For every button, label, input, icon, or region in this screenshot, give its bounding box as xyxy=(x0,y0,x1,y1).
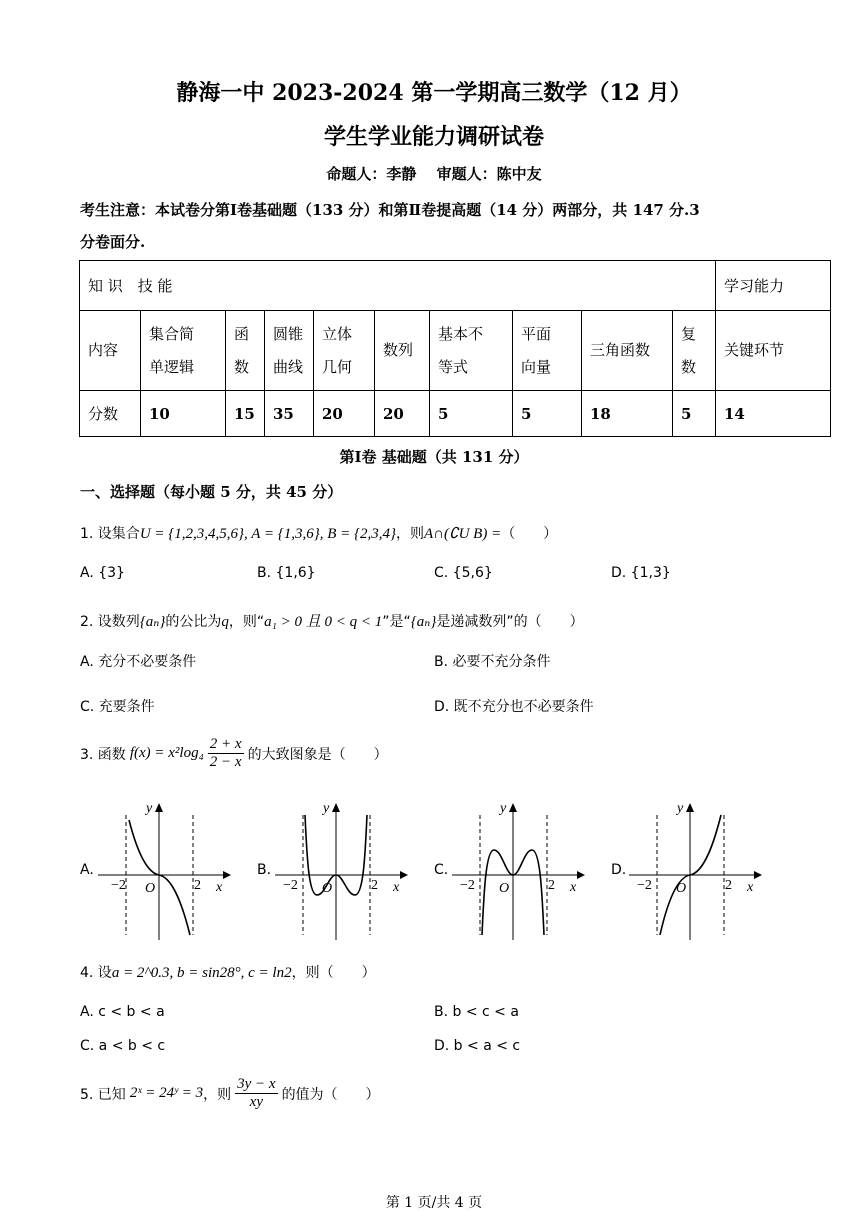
svg-text:−2: −2 xyxy=(283,878,298,893)
q4-option-c: C. a < b < c xyxy=(80,1038,166,1054)
col-7-score: 18 xyxy=(582,391,673,437)
question-2: 2. 设数列{aₙ}的公比为q，则“a₁ > 0 且 0 < q < 1”是“{aₙ}是递减数列”的（ ） xyxy=(80,614,584,630)
group-knowledge-header: 知 识 技 能 xyxy=(80,261,716,311)
svg-text:−2: −2 xyxy=(637,878,652,893)
svg-text:2: 2 xyxy=(548,878,555,893)
col-4-score: 20 xyxy=(375,391,430,437)
col-6-score: 5 xyxy=(513,391,582,437)
graph-c xyxy=(452,800,587,940)
graph-d-label: D. xyxy=(611,862,627,878)
graph-c-label: C. xyxy=(434,862,449,878)
notice-line-1: 考生注意：本试卷分第Ⅰ卷基础题（133 分）和第Ⅱ卷提高题（14 分）两部分，共 147 分.3 xyxy=(80,201,700,219)
score-table xyxy=(79,260,831,437)
col-7-name: 三角函数 xyxy=(582,311,673,391)
group-ability-header: 学习能力 xyxy=(716,261,831,311)
svg-text:y: y xyxy=(677,801,684,816)
question-4: 4. 设a = 2^0.3, b = sin28°, c = ln2，则（ ） xyxy=(80,965,376,981)
graph-b-label: B. xyxy=(257,862,272,878)
question-1: 1. 设集合U = {1,2,3,4,5,6}, A = {1,3,6}, B = {2,3,4}，则A∩(∁U B) =（ ） xyxy=(80,526,558,542)
col-5-name: 基本不 等式 xyxy=(430,311,513,391)
svg-text:2: 2 xyxy=(725,878,732,893)
graph-d xyxy=(629,800,764,940)
col-3-name: 立体 几何 xyxy=(314,311,375,391)
svg-text:y: y xyxy=(323,801,330,816)
authors-line: 命题人：李静 审题人：陈中友 xyxy=(326,165,542,183)
q1-option-c: C. {5,6} xyxy=(434,565,493,581)
col-0-score: 10 xyxy=(141,391,226,437)
page-footer: 第 1 页/共 4 页 xyxy=(385,1195,483,1211)
svg-text:y: y xyxy=(500,801,507,816)
svg-text:2: 2 xyxy=(194,878,201,893)
col-8-score: 5 xyxy=(673,391,716,437)
svg-text:O: O xyxy=(145,881,156,896)
col-5-score: 5 xyxy=(430,391,513,437)
col-1-name: 函 数 xyxy=(226,311,265,391)
svg-text:O: O xyxy=(676,881,687,896)
q4-option-b: B. b < c < a xyxy=(434,1004,519,1020)
q2-option-a: A. 充分不必要条件 xyxy=(80,654,197,670)
notice-line-2: 分卷面分. xyxy=(80,233,146,251)
svg-text:O: O xyxy=(499,881,510,896)
col-9-score: 14 xyxy=(716,391,831,437)
q1-option-d: D. {1,3} xyxy=(611,565,671,581)
page-title: 静海一中 2023-2024 第一学期高三数学（12 月） xyxy=(176,80,692,106)
q3-fraction: 2 + x 2 − x xyxy=(209,736,242,770)
q5-fraction: 3y − x xy xyxy=(237,1076,276,1110)
q1-option-a: A. {3} xyxy=(80,565,125,581)
svg-text:x: x xyxy=(393,880,400,895)
col-2-name: 圆锥 曲线 xyxy=(265,311,314,391)
col-4-name: 数列 xyxy=(375,311,430,391)
col-8-name: 复 数 xyxy=(673,311,716,391)
col-6-name: 平面 向量 xyxy=(513,311,582,391)
q4-option-a: A. c < b < a xyxy=(80,1004,165,1020)
col-1-score: 15 xyxy=(226,391,265,437)
col-3-score: 20 xyxy=(314,391,375,437)
col-9-name: 关键环节 xyxy=(716,311,831,391)
svg-text:y: y xyxy=(146,801,153,816)
section1-title: 一、选择题（每小题 5 分，共 45 分） xyxy=(80,483,343,501)
q2-option-c: C. 充要条件 xyxy=(80,699,155,715)
question-5: 5. 已知 2ˣ = 24ʸ = 3 ，则 3y − x xy 的值为（ ） xyxy=(80,1076,380,1110)
svg-text:x: x xyxy=(216,880,223,895)
col-0-name: 集合简 单逻辑 xyxy=(141,311,226,391)
graph-a-label: A. xyxy=(80,862,94,878)
svg-text:O: O xyxy=(322,881,333,896)
row-label-content: 内容 xyxy=(80,311,141,391)
part1-title: 第Ⅰ卷 基础题（共 131 分） xyxy=(339,448,529,466)
graph-b xyxy=(275,800,410,940)
svg-text:−2: −2 xyxy=(460,878,475,893)
col-2-score: 35 xyxy=(265,391,314,437)
q2-option-b: B. 必要不充分条件 xyxy=(434,654,551,670)
row-label-score: 分数 xyxy=(80,391,141,437)
q4-option-d: D. b < a < c xyxy=(434,1038,521,1054)
svg-text:x: x xyxy=(747,880,754,895)
question-3: 3. 函数 f(x) = x²log₄ 2 + x 2 − x 的大致图象是（ ） xyxy=(80,736,388,770)
page-subtitle: 学生学业能力调研试卷 xyxy=(323,124,544,150)
q1-option-b: B. {1,6} xyxy=(257,565,316,581)
q2-option-d: D. 既不充分也不必要条件 xyxy=(434,699,594,715)
svg-text:−2: −2 xyxy=(111,878,126,893)
svg-text:2: 2 xyxy=(371,878,378,893)
graph-a xyxy=(98,800,233,940)
svg-text:x: x xyxy=(570,880,577,895)
